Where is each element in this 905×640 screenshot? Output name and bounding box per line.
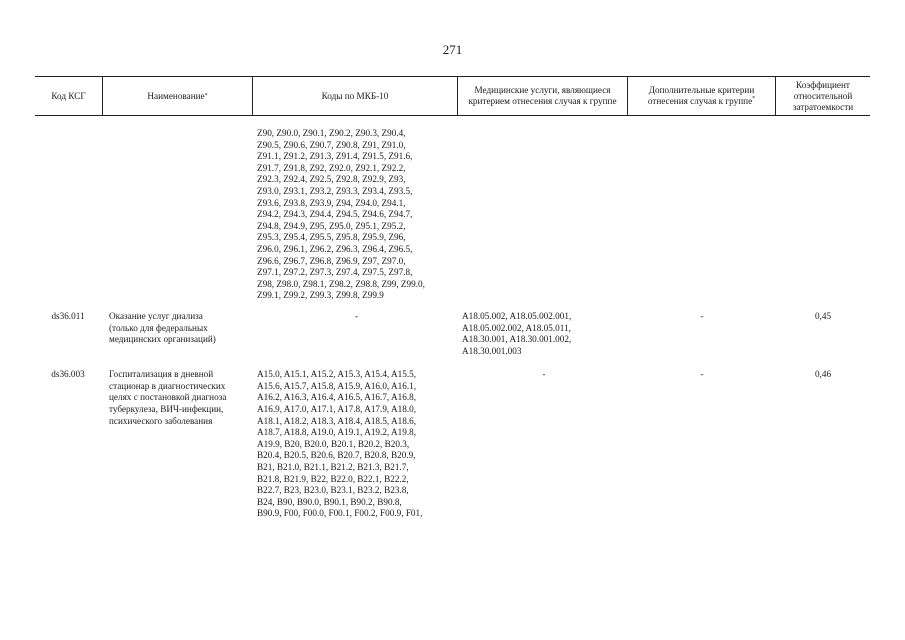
- cell-extra: [628, 128, 776, 302]
- cell-line: A18.05.002, A18.05.002.001,: [462, 310, 572, 321]
- cell-mkb: [253, 369, 458, 520]
- cell-line: Z91.1, Z91.2, Z91.3, Z91.4, Z91.5, Z91.6,: [257, 151, 413, 162]
- header-code: Код КСГ: [35, 77, 103, 115]
- header-extra: Дополнительные критерии отнесения случая к группе*: [628, 77, 776, 115]
- cell-line: Оказание услуг диализа: [109, 310, 203, 321]
- table-row: [35, 128, 870, 302]
- cell-services: [458, 128, 628, 302]
- cell-line: B22.7, B23, B23.0, B23.1, B23.2, B23.8,: [257, 485, 409, 496]
- cell-line: Z93.0, Z93.1, Z93.2, Z93.3, Z93.4, Z93.5,: [257, 185, 413, 196]
- cell-line: (только для федеральных: [109, 322, 208, 333]
- table-body: [35, 128, 870, 520]
- cell-line: A18.1, A18.2, A18.3, A18.4, A18.5, A18.6,: [257, 415, 417, 426]
- cell-code: [35, 128, 103, 302]
- cell-line: Z94.2, Z94.3, Z94.4, Z94.5, Z94.6, Z94.7,: [257, 209, 413, 220]
- cell-code: ds36.011: [51, 310, 85, 321]
- cell-line: B20.4, B20.5, B20.6, B20.7, B20.8, B20.9,: [257, 450, 416, 461]
- cell-mkb: [253, 128, 458, 302]
- cell-line: B21.8, B21.9, B22, B22.0, B22.1, B22.2,: [257, 473, 409, 484]
- cell-line: B24, B90, B90.0, B90.1, B90.2, B90.8,: [257, 496, 402, 507]
- cell-extra: -: [700, 310, 704, 321]
- cell-name: [103, 128, 253, 302]
- header-extra-mark: *: [752, 95, 756, 102]
- table-row: [35, 369, 870, 520]
- cell-line: A18.30.001, A18.30.001.002,: [462, 334, 572, 345]
- ksg-table: [35, 76, 870, 520]
- cell-line: Z94.8, Z94.9, Z95, Z95.0, Z95.1, Z95.2,: [257, 220, 406, 231]
- cell-name: [103, 311, 253, 357]
- cell-line: Z90.5, Z90.6, Z90.7, Z90.8, Z91, Z91.0,: [257, 139, 406, 150]
- cell-code: ds36.003: [51, 369, 85, 380]
- table-header: [35, 77, 870, 116]
- cell-coef: 0,46: [814, 369, 832, 380]
- cell-line: медицинских организаций): [109, 334, 216, 345]
- cell-line: Z95.3, Z95.4, Z95.5, Z95.8, Z95.9, Z96,: [257, 232, 406, 243]
- cell-line: Z96.6, Z96.7, Z96.8, Z96.9, Z97, Z97.0,: [257, 255, 406, 266]
- header-services: Медицинские услуги, являющиеся критерием отнесения случая к группе: [458, 77, 628, 115]
- cell-services: [458, 369, 628, 520]
- cell-line: Z99.1, Z99.2, Z99.3, Z99.8, Z99.9: [257, 290, 384, 301]
- cell-line: Госпитализация в дневной: [109, 369, 214, 380]
- cell-line: Z98, Z98.0, Z98.1, Z98.2, Z98.8, Z99, Z99.0,: [257, 278, 425, 289]
- cell-line: Z97.1, Z97.2, Z97.3, Z97.4, Z97.5, Z97.8,: [257, 267, 413, 278]
- cell-line: A16.2, A16.3, A16.4, A16.5, A16.7, A16.8,: [257, 392, 417, 403]
- cell-line: -: [354, 310, 359, 321]
- cell-mkb: [253, 311, 458, 357]
- cell-coef: 0,45: [814, 310, 832, 321]
- cell-line: психического заболевания: [109, 415, 213, 426]
- cell-line: A16.9, A17.0, A17.1, A17.8, A17.9, A18.0,: [257, 404, 417, 415]
- header-name: Наименование *: [103, 77, 253, 115]
- cell-line: A19.9, B20, B20.0, B20.1, B20.2, B20.3,: [257, 438, 410, 449]
- header-coef: Коэффициент относительной затратоемкости: [792, 79, 854, 112]
- cell-services: [458, 311, 628, 357]
- cell-line: Z96.0, Z96.1, Z96.2, Z96.3, Z96.4, Z96.5,: [257, 243, 413, 254]
- page-number: 271: [442, 42, 463, 57]
- cell-line: A18.7, A18.8, A19.0, A19.1, A19.2, A19.8,: [257, 427, 417, 438]
- cell-line: Z92.3, Z92.4, Z92.5, Z92.8, Z92.9, Z93,: [257, 174, 406, 185]
- cell-coef: [776, 128, 870, 302]
- cell-line: туберкулеза, ВИЧ-инфекции,: [109, 404, 224, 415]
- cell-line: Z90, Z90.0, Z90.1, Z90.2, Z90.3, Z90.4,: [257, 128, 406, 138]
- cell-line: A15.0, A15.1, A15.2, A15.3, A15.4, A15.5,: [257, 369, 417, 380]
- cell-line: Z91.7, Z91.8, Z92, Z92.0, Z92.1, Z92.2,: [257, 162, 406, 173]
- cell-extra: -: [700, 369, 704, 380]
- cell-line: стационар в диагностических: [109, 380, 226, 391]
- cell-line: -: [542, 369, 546, 380]
- cell-line: целях с постановкой диагноза: [109, 392, 227, 403]
- cell-line: A15.6, A15.7, A15.8, A15.9, A16.0, A16.1,: [257, 380, 417, 391]
- cell-line: B21, B21.0, B21.1, B21.2, B21.3, B21.7,: [257, 462, 409, 473]
- header-mkb: Коды по МКБ-10: [253, 77, 458, 115]
- cell-name: [103, 369, 253, 520]
- cell-line: A18.30.001.003: [462, 345, 522, 356]
- table-row: [35, 311, 870, 357]
- cell-line: A18.05.002.002, A18.05.011,: [462, 322, 571, 333]
- cell-line: Z93.6, Z93.8, Z93.9, Z94, Z94.0, Z94.1,: [257, 197, 406, 208]
- cell-line: B90.9, F00, F00.0, F00.1, F00.2, F00.9, F01,: [257, 508, 423, 519]
